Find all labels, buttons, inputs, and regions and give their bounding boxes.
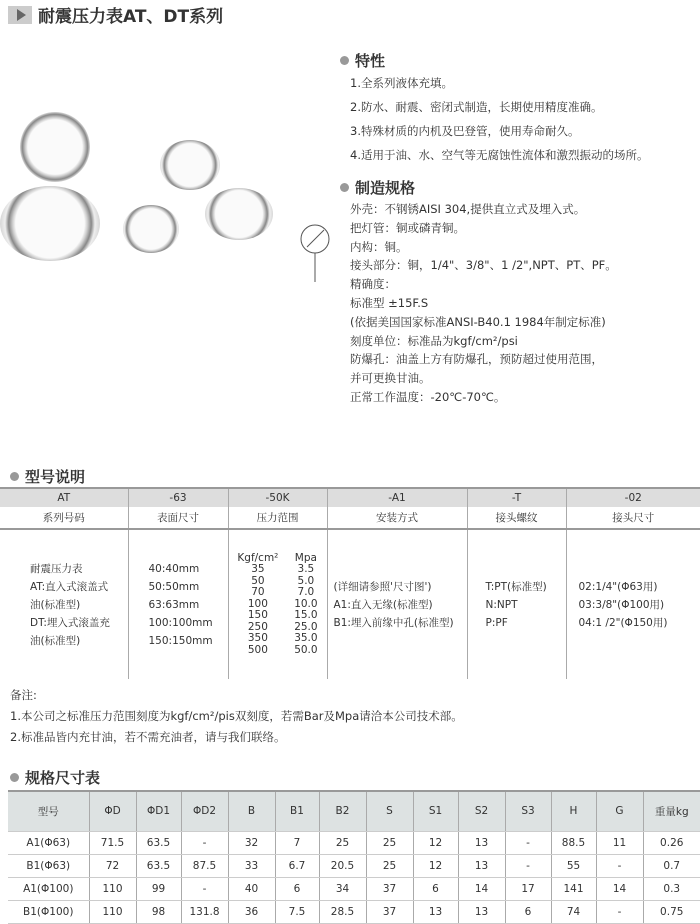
table-cell: 28.5 [319, 900, 366, 923]
table-header-row [8, 791, 700, 831]
table-cell: 17 [505, 877, 551, 900]
table-cell: 7 [275, 831, 319, 854]
table-row [8, 854, 700, 877]
table-cell: 6 [275, 877, 319, 900]
table-cell: 25 [366, 831, 413, 854]
table-cell: 6 [505, 900, 551, 923]
table-cell: 33 [228, 854, 275, 877]
table-cell: 13 [458, 831, 505, 854]
table-cell: 7.5 [275, 900, 319, 923]
table-cell: 20.5 [319, 854, 366, 877]
table-cell: 55 [551, 854, 596, 877]
table-cell: B1(Φ63) [8, 854, 89, 877]
table-cell: 71.5 [89, 831, 136, 854]
table-cell: 14 [596, 877, 643, 900]
table-cell: 37 [366, 877, 413, 900]
specs-list: 外壳：不钢锈AISI 304,提供直立式及埋入式。 把灯管：铜或磷青铜。 内构：铜。 接头部分：铜，1/4"、3/8"、1 /2",NPT、PT、PF。 精确度： 标准型 ±15F.S (依据美国国家标准ANSI-B40.1 1984年制定标准) 刻度单位：标准品为kgf/cm²/psi 防爆孔：油盖上方有防爆孔，预防超过使用范围， 并可更换甘油。 正常工作温度：-20℃-70℃。 [350, 202, 617, 404]
table-cell: 34 [319, 877, 366, 900]
table-cell: - [596, 854, 643, 877]
model-table: AT -63 -50K -A1 -T -02 系列号码 表面尺寸 压力范围 安装方式 接头螺纹 接头尺寸 耐震压力表 AT:直入式滚盖式 油(标准型) DT:埋入式滚盖充 油(标准型) 40:40mm 50:50mm 63:63mm 100:100mm 150:150mm Kgf/cm² 35 50 70 100 150 250 350 500 Mpa 3.5 5.0 7.0 10.0 15.0 25.0 35.0 50.0 (详细请参照'尺寸图') A1:直入无缘(标准型) B1:埋入前缘中孔(标准型) T:PT(标准型) N:NPT P:PF 02:1/4"(Φ63用) 03:3/8"(Φ100用) 04:1 /2"(Φ150用) [0, 487, 700, 679]
table-cell: B2 [319, 791, 366, 831]
table-cell: 11 [596, 831, 643, 854]
table-cell: 141 [551, 877, 596, 900]
table-cell: H [551, 791, 596, 831]
gauge-diagram-icon [298, 222, 334, 284]
table-cell: 13 [458, 900, 505, 923]
size-table [8, 790, 700, 924]
table-cell: 0.3 [643, 877, 700, 900]
table-cell: A1(Φ100) [8, 877, 89, 900]
table-cell: 6.7 [275, 854, 319, 877]
table-cell: - [181, 877, 228, 900]
table-cell: ΦD2 [181, 791, 228, 831]
table-cell: 36 [228, 900, 275, 923]
table-cell: 37 [366, 900, 413, 923]
table-cell: 87.5 [181, 854, 228, 877]
table-cell: 12 [413, 854, 458, 877]
table-cell: G [596, 791, 643, 831]
table-cell: 25 [366, 854, 413, 877]
table-cell: 0.26 [643, 831, 700, 854]
specs-heading: 制造规格 [340, 177, 415, 198]
table-cell: 63.5 [136, 831, 181, 854]
table-cell: 14 [458, 877, 505, 900]
page-title: 耐震压力表AT、DT系列 [8, 2, 223, 27]
table-cell: S3 [505, 791, 551, 831]
table-cell: S [366, 791, 413, 831]
features-heading: 特性 [340, 50, 385, 71]
table-cell: 40 [228, 877, 275, 900]
table-row [8, 900, 700, 923]
table-cell: - [505, 831, 551, 854]
table-cell: 99 [136, 877, 181, 900]
table-cell: 110 [89, 900, 136, 923]
table-cell: 重量kg [643, 791, 700, 831]
table-cell: A1(Φ63) [8, 831, 89, 854]
table-cell: - [181, 831, 228, 854]
table-cell: 32 [228, 831, 275, 854]
table-cell: 6 [413, 877, 458, 900]
table-cell: 型号 [8, 791, 89, 831]
table-cell: 88.5 [551, 831, 596, 854]
table-cell: 98 [136, 900, 181, 923]
table-cell: 72 [89, 854, 136, 877]
table-cell: S2 [458, 791, 505, 831]
table-cell: B [228, 791, 275, 831]
table-cell: - [505, 854, 551, 877]
table-cell: 74 [551, 900, 596, 923]
notes: 备注: 1.本公司之标准压力范围刻度为kgf/cm²/pis双刻度，若需Bar及Mpa请洽本公司技术部。 2.标准品皆内充甘油，若不需充油者，请与我们联络。 [10, 688, 463, 744]
table-cell: 63.5 [136, 854, 181, 877]
model-heading: 型号说明 [10, 466, 85, 487]
table-cell: - [596, 900, 643, 923]
table-cell: 131.8 [181, 900, 228, 923]
table-cell: B1(Φ100) [8, 900, 89, 923]
table-cell: B1 [275, 791, 319, 831]
table-cell: ΦD [89, 791, 136, 831]
table-cell: 0.7 [643, 854, 700, 877]
table-row [8, 831, 700, 854]
table-cell: S1 [413, 791, 458, 831]
table-cell: ΦD1 [136, 791, 181, 831]
table-cell: 13 [413, 900, 458, 923]
table-cell: 110 [89, 877, 136, 900]
table-row [8, 877, 700, 900]
table-cell: 12 [413, 831, 458, 854]
table-cell: 0.75 [643, 900, 700, 923]
play-arrow-icon [8, 6, 32, 24]
table-cell: 13 [458, 854, 505, 877]
size-table-heading: 规格尺寸表 [10, 767, 100, 788]
table-cell: 25 [319, 831, 366, 854]
features-list: 1.全系列液体充填。 2.防水、耐震、密闭式制造，长期使用精度准确。 3.特殊材质的内机及巴登管，使用寿命耐久。 4.适用于油、水、空气等无腐蚀性流体和激烈振动的场所。 [350, 76, 649, 162]
